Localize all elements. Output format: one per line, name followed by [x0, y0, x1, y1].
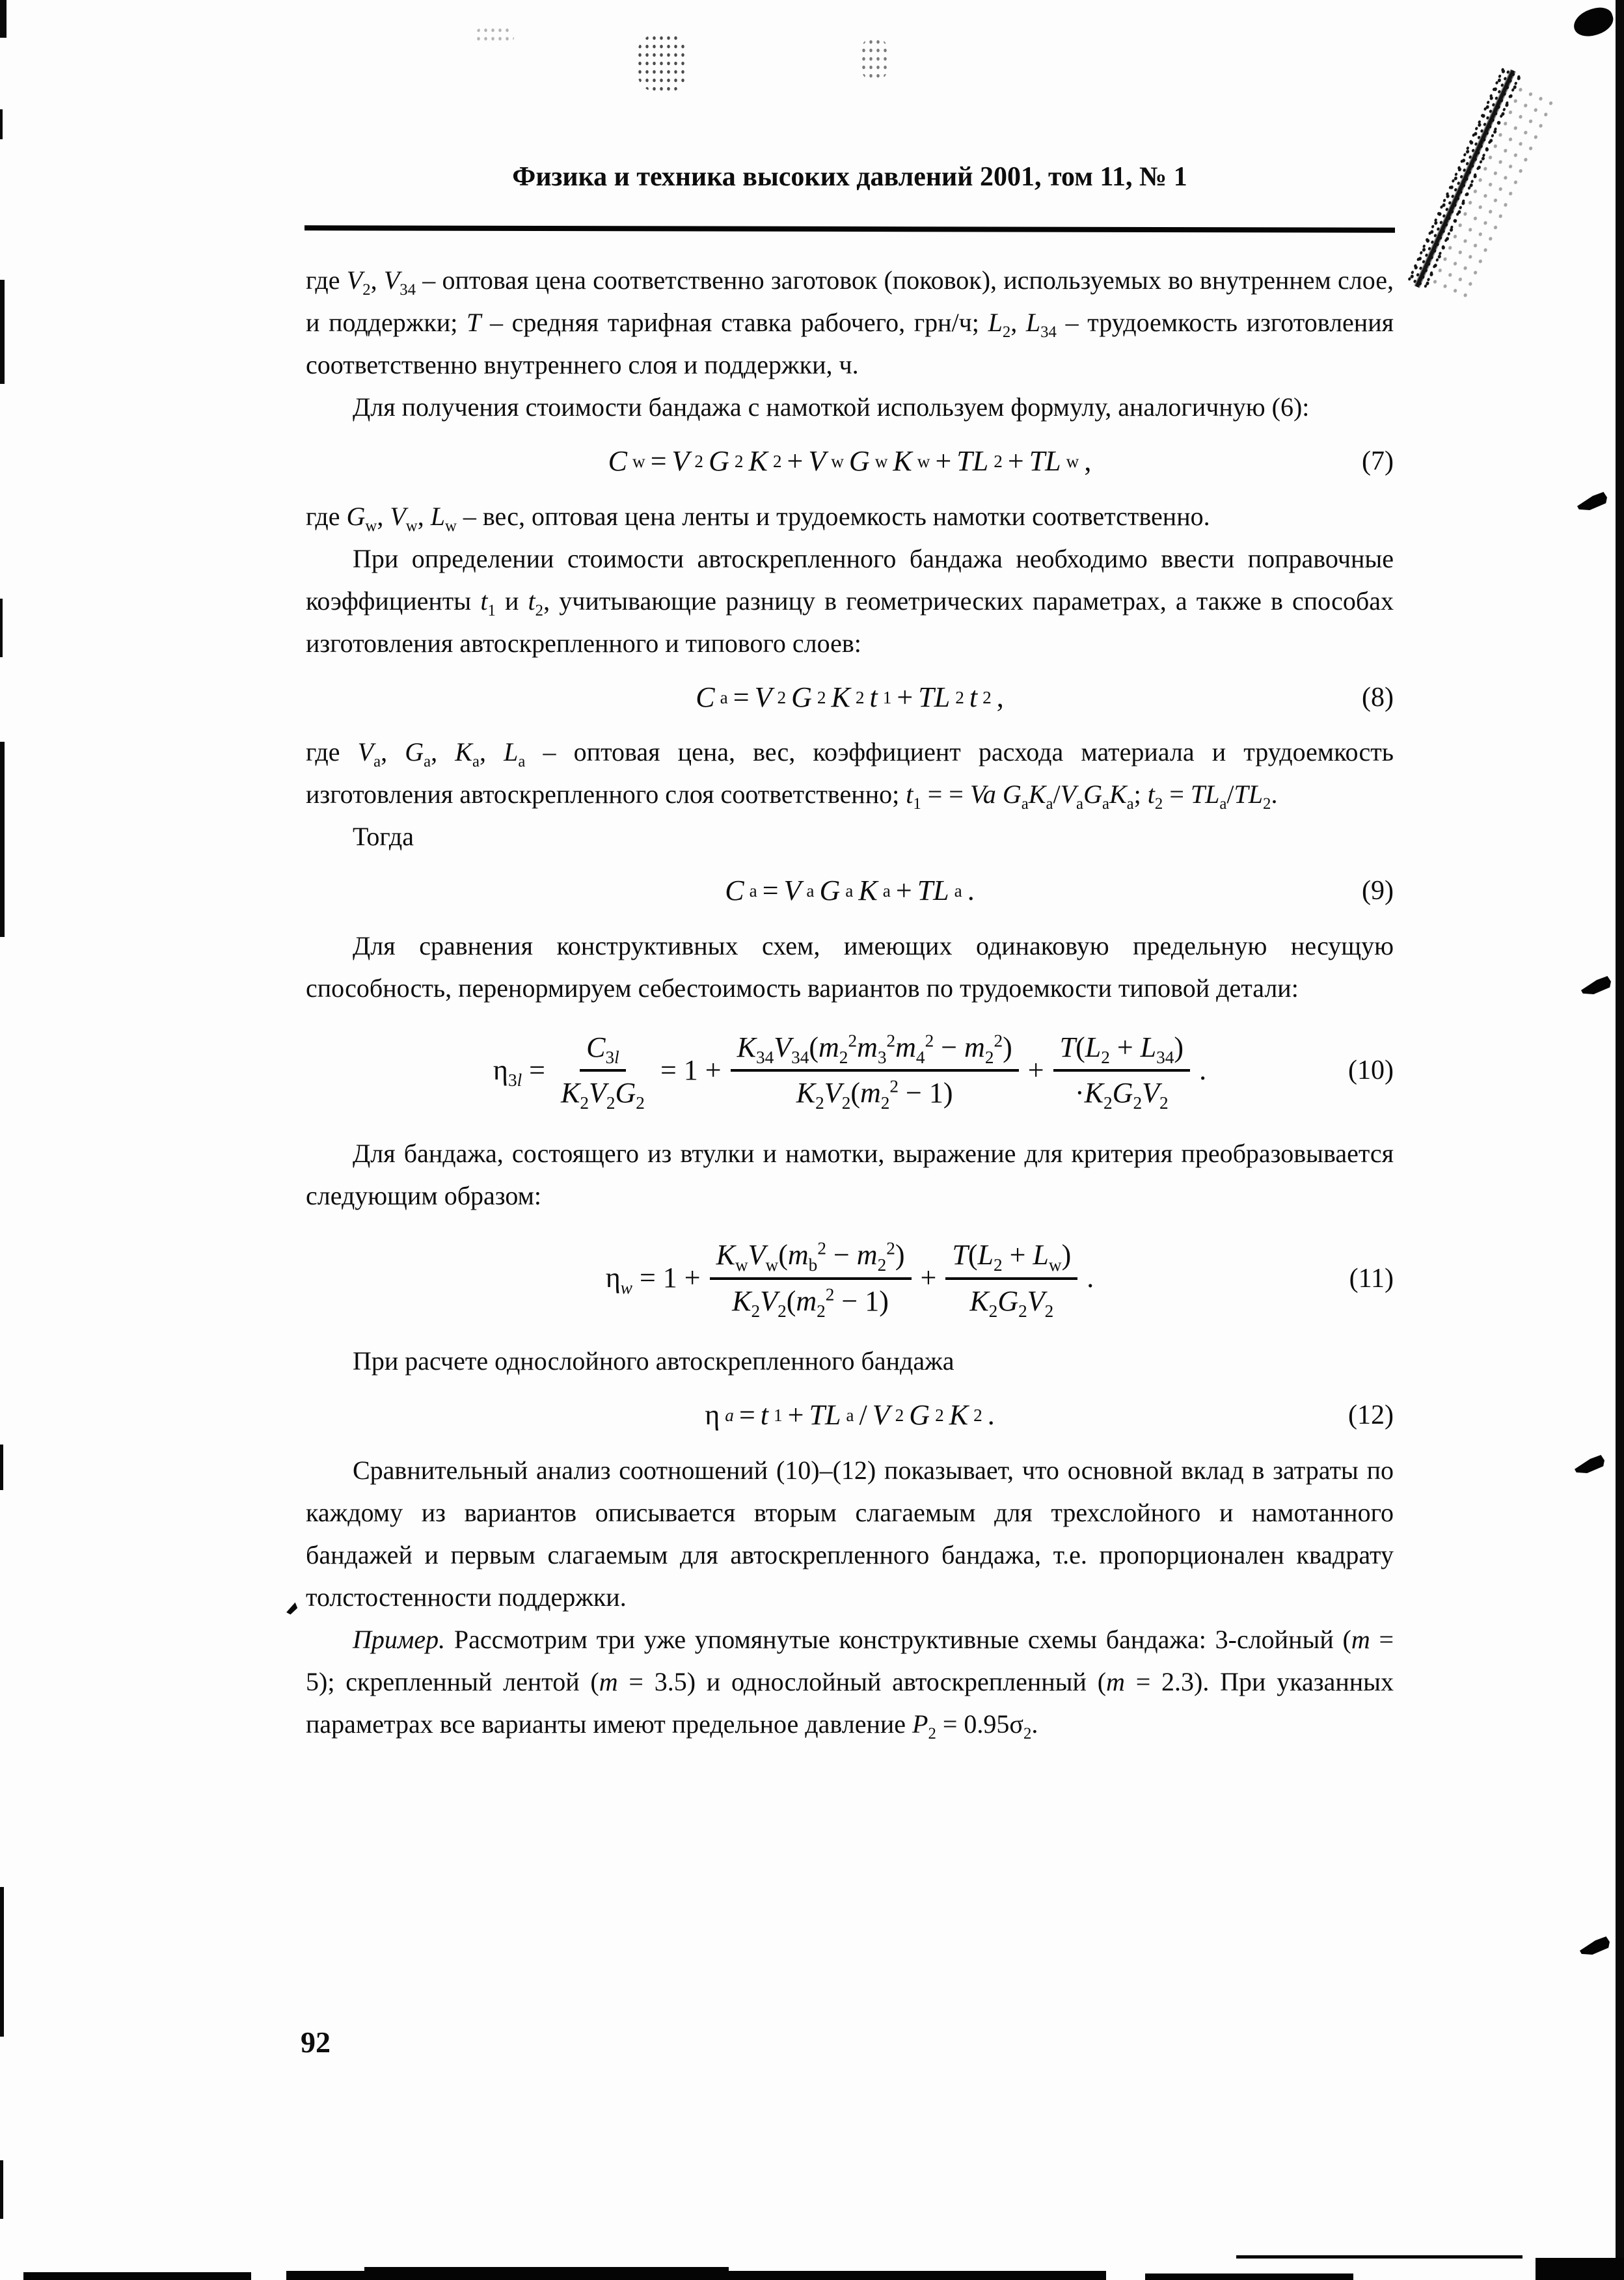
scan-edge-left-1 — [0, 0, 7, 38]
page-content — [306, 259, 1394, 1745]
equation-7-body: C w = V 2 G 2 K 2 + V w G w K w + TL 2 + TL w , — [608, 445, 1092, 477]
scan-edge-bottom-3 — [364, 2267, 729, 2280]
scan-speckle-3 — [475, 26, 514, 46]
equation-10-lhs: $\eta_{3l}$ = — [493, 1054, 545, 1090]
equation-10 — [306, 1031, 1394, 1113]
paragraph-sleeve-winding: Для бандажа, состоящего из втулки и намотки, выражение для критерия преобразовывается следующим образом: — [306, 1138, 1394, 1210]
scan-stray-mark — [286, 1601, 299, 1616]
equation-11-fraction-1: $\frac{K_wV_w(m_b^2 - m_2^2)}{K_2V_2(m_2^2 - 1)}$ — [710, 1239, 912, 1318]
paragraph-comparison-schemes: Для сравнения конструктивных схем, имеющих одинаковую предельную несущую способность, перенормируем себестоимость вариантов по трудоемкости типовой детали: — [306, 930, 1394, 1003]
equation-11-plus: + — [920, 1262, 937, 1294]
scan-speckle-1 — [636, 34, 688, 92]
equation-9-number: (9) — [1362, 876, 1394, 906]
equation-7 — [306, 445, 1394, 478]
equation-9 — [306, 875, 1394, 908]
page-number: 92 — [301, 2026, 331, 2059]
paragraph-formula6-intro: Для получения стоимости бандажа с намоткой используем формулу, аналогичную (6): — [353, 392, 1310, 422]
paragraph-single-layer: При расчете однослойного автоскрепленного бандажа — [353, 1346, 954, 1376]
scan-margin-mark-2 — [1581, 976, 1611, 994]
header-rule — [304, 225, 1395, 233]
equation-11-tail: . — [1087, 1262, 1094, 1294]
paragraph-then: Тогда — [353, 822, 414, 852]
equation-8 — [306, 681, 1394, 714]
scan-edge-bottom-4 — [1145, 2273, 1353, 2280]
scan-edge-left-4 — [0, 599, 3, 657]
equation-8-body: C a = V 2 G 2 K 2 t 1 + TL 2 t 2 , — [696, 681, 1004, 713]
scan-margin-mark-4 — [1580, 1936, 1610, 1955]
scan-edge-left-3 — [0, 280, 5, 384]
scan-corner-blob — [1570, 3, 1616, 40]
paragraph-where-v2-v34: где $V_2$, $V_{34}$ – оптовая цена соответственно заготовок (поковок), используемых во внутреннем слое, и поддержки; T – средняя тарифная ставка рабочего, грн/ч; $L_2$, $L_{34}$ – трудоемкость изготовления соответственно внутреннего слоя и поддержки, ч. — [306, 265, 1394, 379]
equation-8-number: (8) — [1362, 682, 1394, 712]
equation-11-fraction-2: $\frac{T(L_2 + L_w)}{K_2G_2V_2}$ — [945, 1239, 1077, 1318]
equation-10-plus: + — [1027, 1054, 1044, 1087]
equation-10-fraction-2: $\frac{K_{34}V_{34}(m_2^2m_3^2m_4^2 - m_2^2)}{K_2V_2(m_2^2 - 1)}$ — [731, 1031, 1019, 1110]
journal-header: Физика и техника высоких давлений 2001, том 11, № 1 — [512, 162, 1187, 192]
equation-12-body: η a = t 1 + TL a / V 2 G 2 K 2 . — [705, 1399, 995, 1432]
equation-11-lhs: $\eta_w = 1$ + — [605, 1262, 701, 1298]
equation-10-fraction-1: $\frac{C_{3l}}{K_2V_2G_2}$ — [560, 1031, 645, 1113]
scan-edge-left-5 — [0, 742, 5, 937]
paragraph-example: Пример. Рассмотрим три уже упомянутые конструктивные схемы бандажа: 3-слойный (m = 5); скрепленный лентой (m = 3.5) и однослойный автоскрепленный (m = 2.3). При указанных параметрах все варианты имеют предельное давление $P_2 = 0.95\sigma_2$. — [306, 1624, 1394, 1743]
paragraph-where-va: где $V_a$, $G_a$, $K_a$, $L_a$ – оптовая цена, вес, коэффициент расхода материала и трудоемкость изготовления автоскрепленного слоя соответственно; $t_1$ = = Va $G_aK_a/V_aG_aK_a$; $t_2 = TL_a/TL_2$. — [306, 737, 1394, 813]
equation-11-body — [605, 1238, 1094, 1321]
scan-edge-bottom-1 — [23, 2272, 251, 2280]
paragraph-correction-coefficients: При определении стоимости автоскрепленного бандажа необходимо ввести поправочные коэффициенты $t_1$ и $t_2$, учитывающие разницу в геометрических параметрах, а также в способах изготовления автоскрепленного и типового слоев: — [306, 543, 1394, 658]
scan-edge-bottom-5 — [1236, 2255, 1522, 2259]
equation-9-body: C a = V a G a K a + TL a . — [725, 875, 975, 907]
equation-10-mid: = 1 + — [660, 1054, 722, 1087]
equation-10-body — [493, 1031, 1207, 1113]
equation-10-fraction-3: $\frac{T(L_2 + L_{34})}{\cdot K_2G_2V_2}$ — [1053, 1031, 1191, 1110]
equation-12 — [306, 1399, 1394, 1432]
equation-11-number: (11) — [1349, 1263, 1394, 1294]
scan-edge-left-6 — [0, 1445, 3, 1490]
scan-margin-mark-1 — [1577, 492, 1607, 510]
scan-edge-left-8 — [0, 2160, 3, 2219]
equation-11 — [306, 1238, 1394, 1321]
scan-speckle-2 — [860, 38, 889, 81]
paragraph-where-gw: где $G_w$, $V_w$, $L_w$ – вес, оптовая цена ленты и трудоемкость намотки соответственно. — [306, 501, 1210, 535]
equation-7-number: (7) — [1362, 446, 1394, 477]
scan-edge-left-7 — [0, 1887, 4, 2037]
equation-12-number: (12) — [1348, 1400, 1394, 1431]
scan-edge-right — [1616, 0, 1624, 2280]
scan-edge-bottom-6 — [1536, 2258, 1624, 2280]
equation-10-tail: . — [1199, 1054, 1207, 1087]
scan-margin-mark-3 — [1575, 1455, 1604, 1473]
equation-10-number: (10) — [1348, 1055, 1394, 1086]
scan-edge-left-2 — [0, 109, 3, 139]
paragraph-comparative-analysis: Сравнительный анализ соотношений (10)–(12) показывает, что основной вклад в затраты по каждому из вариантов описывается вторым слагаемым для трехслойного и намотанного бандажей и первым слагаемым для автоскрепленного бандажа, т.е. пропорционален квадрату толстостенности поддержки. — [306, 1455, 1394, 1612]
